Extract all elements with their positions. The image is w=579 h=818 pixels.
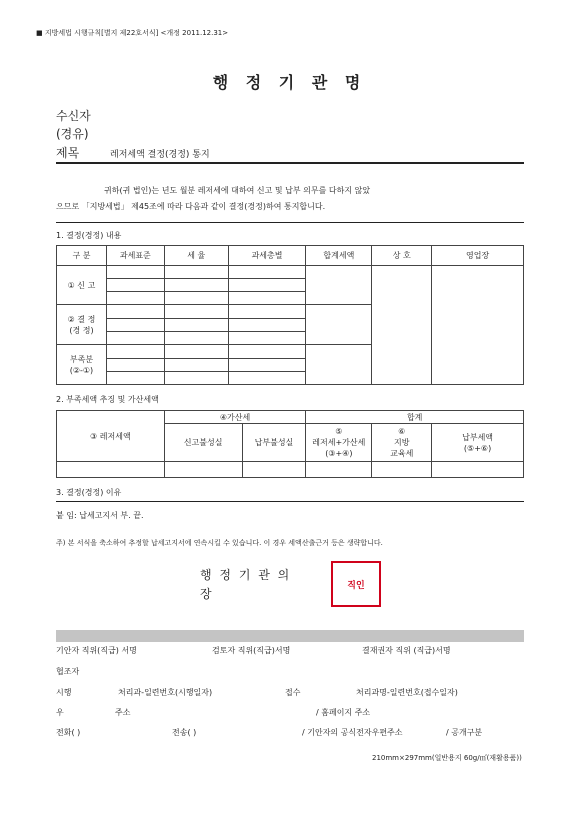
penalty-declaration: 신고불성실 (164, 424, 242, 462)
via-label: (경유) (56, 127, 89, 141)
table-cell[interactable] (106, 305, 164, 319)
penalty-payment-cell[interactable] (242, 462, 306, 478)
table-cell[interactable] (164, 305, 228, 319)
sum6-number: ⑥ (398, 427, 406, 436)
local-edu-tax-header (372, 424, 432, 462)
body-divider (56, 222, 524, 223)
attachment-line: 붙 임: 납세고지서 부. 끝. (56, 511, 144, 520)
table-cell[interactable] (228, 332, 306, 345)
subject-label: 제목 (56, 146, 80, 160)
payable-tax-cell[interactable] (432, 462, 524, 478)
header-business-place: 영업장 (432, 246, 524, 266)
page-title: 행 정 기 관 명 (212, 73, 367, 92)
section3-divider (56, 501, 524, 502)
subject-divider (56, 162, 524, 164)
table-cell[interactable] (164, 332, 228, 345)
signer-title-line2: 장 (200, 587, 212, 601)
table-cell[interactable] (306, 345, 372, 385)
table-cell[interactable] (164, 279, 228, 292)
recipient-label: 수신자 (56, 109, 91, 123)
penalty-declaration-cell[interactable] (164, 462, 242, 478)
table-cell[interactable] (306, 266, 372, 305)
table-cell[interactable] (106, 345, 164, 359)
table-cell[interactable] (228, 305, 306, 319)
footer-separator-bar (56, 630, 524, 642)
homepage-label: / 홈페이지 주소 (316, 708, 371, 717)
subject-text: 레저세액 결정(경정) 통지 (110, 150, 210, 160)
table-cell[interactable] (164, 359, 228, 372)
table-cell[interactable] (228, 292, 306, 305)
table-cell[interactable] (228, 345, 306, 359)
row-decided-line2: (경 정) (69, 325, 94, 335)
header-tax-rate: 세 율 (164, 246, 228, 266)
signer-title-line1: 행 정 기 관 의 (200, 568, 292, 582)
table-cell[interactable] (228, 279, 306, 292)
section3-title: 3. 결정(경정) 이유 (56, 488, 122, 497)
disclosure-label: / 공개구분 (446, 728, 483, 737)
fax-label: 전송( ) (172, 728, 197, 737)
table-cell[interactable] (164, 266, 228, 279)
sum5-cell[interactable] (306, 462, 372, 478)
table-cell[interactable] (106, 372, 164, 385)
table-cell[interactable] (106, 319, 164, 332)
row-shortfall-line2: (②-①) (69, 365, 94, 375)
table-cell[interactable] (164, 372, 228, 385)
body-line-1: 귀하(귀 법인)는 년도 월분 레저세에 대하여 신고 및 납부 의무를 다하지 않았 (104, 186, 371, 195)
row-shortfall-line1: 부족분 (69, 354, 94, 364)
section1-title: 1. 결정(경정) 내용 (56, 231, 122, 240)
row-decided-line1: ② 결 정 (67, 314, 96, 324)
table-cell[interactable] (228, 359, 306, 372)
receipt-number: 처리과명-일련번호(접수일자) (356, 688, 458, 697)
sum5-formula: (③+④) (325, 449, 353, 458)
payable-tax-header (432, 424, 524, 462)
table-cell[interactable] (106, 279, 164, 292)
header-total-tax: 합계세액 (306, 246, 372, 266)
address-label: 주소 (115, 708, 131, 717)
sum6-cell[interactable] (372, 462, 432, 478)
row-decided-label (57, 305, 107, 345)
business-name-cell[interactable] (372, 266, 432, 385)
sum6-label-2: 교육세 (390, 449, 414, 458)
phone-label: 전화( ) (56, 728, 81, 737)
drafter-label: 기안자 직위(직급) 서명 (56, 646, 137, 655)
table-cell[interactable] (164, 345, 228, 359)
table-cell[interactable] (228, 319, 306, 332)
table-cell[interactable] (106, 359, 164, 372)
section2-title: 2. 부족세액 추징 및 가산세액 (56, 395, 159, 404)
pay-label: 납부세액 (462, 432, 494, 442)
sum5-label: 레저세+가산세 (312, 438, 366, 447)
enforce-label: 시행 (56, 688, 72, 697)
body-line-2: 으므로 「지방세법」 제45조에 따라 다음과 같이 결정(경정)하여 통지합니다. (56, 202, 326, 211)
table-cell[interactable] (306, 305, 372, 345)
paper-spec: 210mm×297mm(일반용지 60g/㎡(재활용품)) (372, 754, 522, 762)
row-shortfall-label (57, 345, 107, 385)
penalty-table (56, 410, 524, 478)
table-cell[interactable] (106, 292, 164, 305)
total-header: 합계 (306, 411, 524, 424)
header-category: 구 분 (57, 246, 107, 266)
receipt-label: 접수 (285, 688, 301, 697)
tax-amount-cell[interactable] (57, 462, 165, 478)
table-cell[interactable] (164, 319, 228, 332)
cooperator-label: 협조자 (56, 667, 80, 676)
penalty-header: ④가산세 (164, 411, 306, 424)
sum6-label-1: 지방 (393, 438, 410, 447)
table-cell[interactable] (164, 292, 228, 305)
header-tax-base: 과세표준 (106, 246, 164, 266)
penalty-payment: 납부불성실 (242, 424, 306, 462)
tax-amount-label: ③ 레저세액 (57, 411, 165, 462)
sum5-number: ⑤ (335, 427, 343, 436)
table-cell[interactable] (228, 266, 306, 279)
enforce-number: 처리과-일련번호(시행일자) (118, 688, 213, 697)
header-tax-type: 과세총별 (228, 246, 306, 266)
email-label: / 기안자의 공식전자우편주소 (302, 728, 403, 737)
form-header-note: ■ 지방세법 시행규칙[별지 제22호서식] <개정 2011.12.31> (36, 29, 229, 37)
row-declared-label: ① 신 고 (57, 266, 107, 305)
business-place-cell[interactable] (432, 266, 524, 385)
table-cell[interactable] (228, 372, 306, 385)
pay-formula: (⑤+⑥) (463, 443, 492, 453)
table-cell[interactable] (106, 266, 164, 279)
reviewer-label: 검토자 직위(직급)서명 (212, 646, 291, 655)
table-cell[interactable] (106, 332, 164, 345)
postal-label: 우 (56, 708, 64, 717)
approver-label: 결재권자 직위 (직급)서명 (362, 646, 451, 655)
header-business-name: 상 호 (372, 246, 432, 266)
official-seal-stamp: 직인 (331, 561, 381, 607)
note-line: 주) 본 서식을 축소하여 추정할 납세고지서에 연속시킬 수 있습니다. 이 경우 세액산출근거 등은 생략합니다. (56, 539, 383, 547)
sum-tax-penalty-header (306, 424, 372, 462)
decision-table (56, 245, 524, 385)
